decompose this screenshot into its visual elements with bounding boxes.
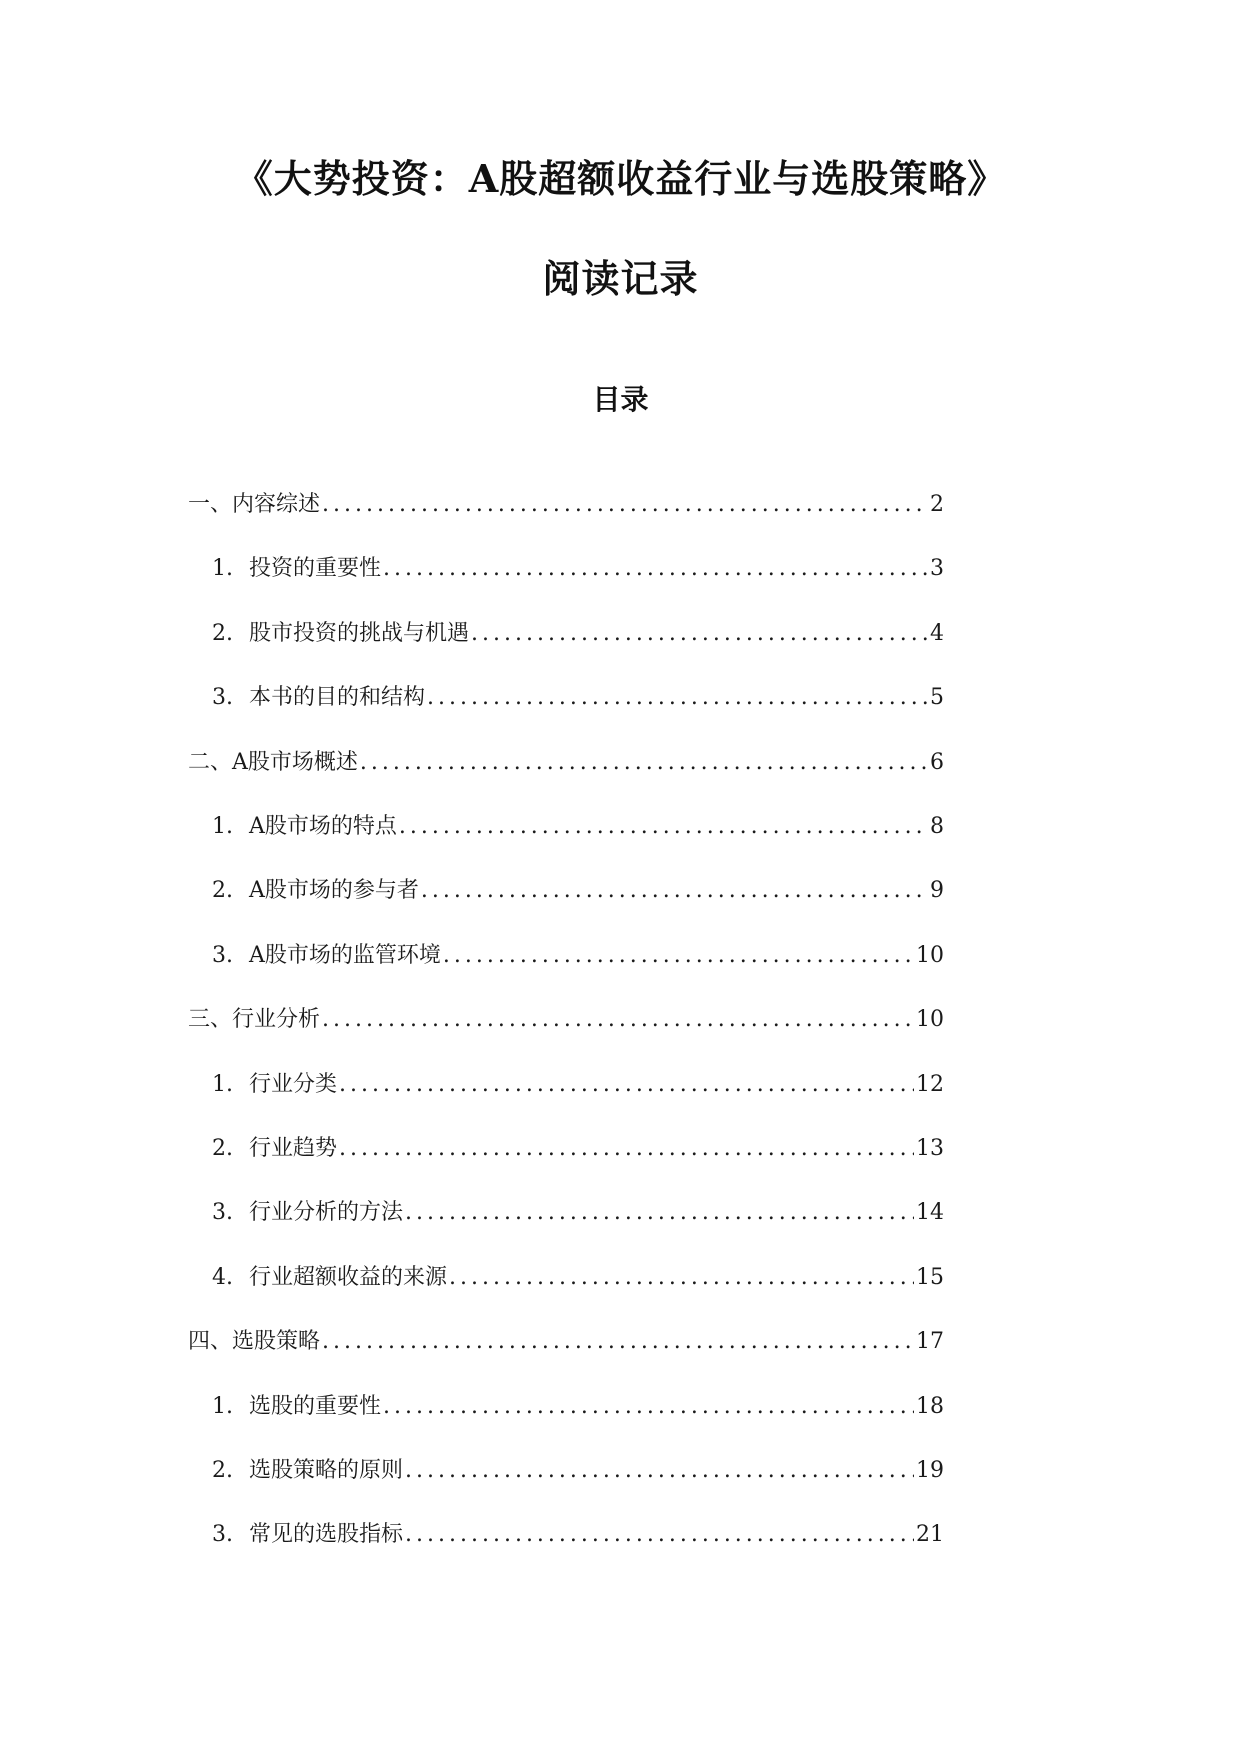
toc-label: 三、行业分析 bbox=[188, 1007, 321, 1032]
toc-page-number: 18 bbox=[916, 1394, 944, 1419]
toc-leader-dots bbox=[360, 750, 928, 775]
toc-leader-dots bbox=[322, 1007, 914, 1032]
toc-number: 3. bbox=[212, 943, 233, 968]
toc-leader-dots bbox=[405, 1458, 914, 1483]
toc-page-number: 19 bbox=[916, 1458, 944, 1483]
toc-leader-dots bbox=[322, 1329, 914, 1354]
toc-subsection[interactable] bbox=[212, 938, 944, 972]
toc-subsection[interactable] bbox=[212, 1260, 944, 1294]
toc-subsection[interactable] bbox=[212, 1131, 944, 1165]
toc-page-number: 15 bbox=[916, 1265, 944, 1290]
toc-subsection[interactable] bbox=[212, 680, 944, 714]
toc-page-number: 6 bbox=[930, 750, 944, 775]
document-title: 《大势投资：A股超额收益行业与选股策略》 bbox=[234, 156, 1007, 201]
toc-subsection[interactable] bbox=[212, 1195, 944, 1229]
toc-page-number: 13 bbox=[916, 1136, 944, 1161]
toc-label: 行业分析的方法 bbox=[249, 1200, 404, 1225]
toc-subsection[interactable] bbox=[212, 1389, 944, 1423]
toc-number: 3. bbox=[212, 1522, 233, 1547]
toc-label: A股市场的监管环境 bbox=[249, 943, 441, 968]
toc-leader-dots bbox=[339, 1136, 914, 1161]
toc-number: 3. bbox=[212, 685, 233, 710]
toc-leader-dots bbox=[399, 814, 928, 839]
toc-label: 选股的重要性 bbox=[249, 1394, 382, 1419]
toc-label: 股市投资的挑战与机遇 bbox=[249, 621, 470, 646]
toc-leader-dots bbox=[322, 492, 928, 517]
toc-page-number: 17 bbox=[916, 1329, 944, 1354]
toc-section[interactable] bbox=[188, 745, 944, 779]
toc-subsection[interactable] bbox=[212, 616, 944, 650]
toc-number: 3. bbox=[212, 1200, 233, 1225]
toc-page-number: 8 bbox=[930, 814, 944, 839]
toc-leader-dots bbox=[421, 878, 928, 903]
toc-number: 2. bbox=[212, 621, 233, 646]
toc-page-number: 10 bbox=[916, 943, 944, 968]
toc-label: 选股策略的原则 bbox=[249, 1458, 404, 1483]
toc-label: 四、选股策略 bbox=[188, 1329, 321, 1354]
toc-subsection[interactable] bbox=[212, 551, 944, 585]
toc-leader-dots bbox=[383, 556, 928, 581]
toc-number: 2. bbox=[212, 878, 233, 903]
toc-leader-dots bbox=[405, 1522, 914, 1547]
toc-number: 4. bbox=[212, 1265, 233, 1290]
toc-page-number: 2 bbox=[930, 492, 944, 517]
toc-number: 1. bbox=[212, 1072, 233, 1097]
toc-section[interactable] bbox=[188, 1324, 944, 1358]
toc-label: 行业分类 bbox=[249, 1072, 338, 1097]
toc-subsection[interactable] bbox=[212, 1067, 944, 1101]
toc-label: 常见的选股指标 bbox=[249, 1522, 404, 1547]
toc-subsection[interactable] bbox=[212, 873, 944, 907]
toc-page-number: 5 bbox=[930, 685, 944, 710]
toc-page-number: 10 bbox=[916, 1007, 944, 1032]
toc-subsection[interactable] bbox=[212, 809, 944, 843]
toc-subsection[interactable] bbox=[212, 1517, 944, 1551]
toc-section[interactable] bbox=[188, 487, 944, 521]
toc-leader-dots bbox=[443, 943, 914, 968]
toc-page-number: 9 bbox=[930, 878, 944, 903]
toc-page-number: 14 bbox=[916, 1200, 944, 1225]
toc-label: A股市场的参与者 bbox=[249, 878, 419, 903]
toc-leader-dots bbox=[383, 1394, 914, 1419]
toc-label: 行业趋势 bbox=[249, 1136, 338, 1161]
toc-label: 本书的目的和结构 bbox=[249, 685, 426, 710]
toc-leader-dots bbox=[449, 1265, 914, 1290]
toc-number: 2. bbox=[212, 1136, 233, 1161]
toc-label: 一、内容综述 bbox=[188, 492, 321, 517]
toc-section[interactable] bbox=[188, 1002, 944, 1036]
toc-number: 1. bbox=[212, 556, 233, 581]
toc-number: 2. bbox=[212, 1458, 233, 1483]
toc-page-number: 3 bbox=[930, 556, 944, 581]
toc-number: 1. bbox=[212, 1394, 233, 1419]
toc-page-number: 4 bbox=[930, 621, 944, 646]
toc-leader-dots bbox=[471, 621, 928, 646]
toc-subsection[interactable] bbox=[212, 1453, 944, 1487]
toc-page-number: 12 bbox=[916, 1072, 944, 1097]
toc-label: 二、A股市场概述 bbox=[188, 750, 358, 775]
toc-number: 1. bbox=[212, 814, 233, 839]
toc-heading: 目录 bbox=[592, 383, 649, 416]
toc-label: 投资的重要性 bbox=[249, 556, 382, 581]
toc-leader-dots bbox=[427, 685, 928, 710]
toc-leader-dots bbox=[339, 1072, 914, 1097]
toc-leader-dots bbox=[405, 1200, 914, 1225]
toc-page-number: 21 bbox=[916, 1522, 944, 1547]
toc-label: A股市场的特点 bbox=[249, 814, 397, 839]
document-subtitle: 阅读记录 bbox=[542, 256, 699, 301]
toc-label: 行业超额收益的来源 bbox=[249, 1265, 448, 1290]
